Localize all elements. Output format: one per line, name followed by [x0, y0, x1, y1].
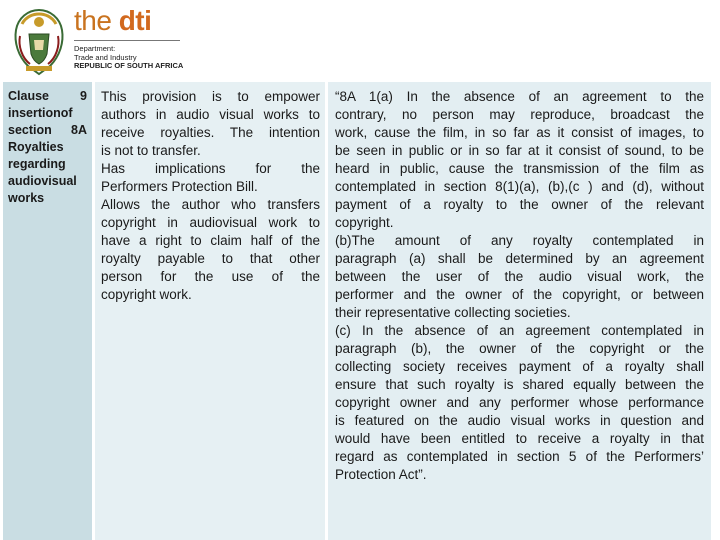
- dept-line-2: Trade and Industry: [74, 52, 137, 62]
- amendment-line: be seen in public or in so far at it consist of sound, to be: [335, 143, 704, 158]
- dept-line-3: REPUBLIC OF SOUTH AFRICA: [74, 61, 184, 70]
- commentary-text: [101, 88, 320, 304]
- amendment-line: regard as contemplated in section 5 of the Performers’: [335, 449, 704, 464]
- commentary-line: Has implications for the: [101, 161, 320, 176]
- amendment-line: payment of a royalty to the owner of the relevant: [335, 197, 704, 212]
- amendment-line: contrary, no person may reproduce, broadcast the: [335, 107, 704, 122]
- amendment-line: paragraph (b), the owner of the copyright or the: [335, 341, 704, 356]
- amendment-line: would have been entitled to receive a royalty in that: [335, 431, 704, 446]
- amendment-line: their representative collecting societies.: [335, 305, 571, 320]
- amendment-text-cell: [328, 82, 711, 540]
- header: [0, 0, 720, 82]
- amendment-line: paragraph (a) shall be determined by an agreement: [335, 251, 704, 266]
- commentary-line: Performers Protection Bill.: [101, 179, 258, 194]
- amendment-line: work, cause the film, in so far as it consist of images, to: [335, 125, 704, 140]
- amendment-line: ensure that such royalty is shared equally between the: [335, 377, 704, 392]
- brand-logo: [74, 4, 151, 38]
- commentary-line: person for the use of the: [101, 269, 320, 284]
- commentary-line: have a right to claim half of the: [101, 233, 320, 248]
- clause-table: [3, 82, 714, 540]
- amendment-text: [335, 88, 704, 484]
- amendment-line: performer and the owner of the copyright, or between: [335, 287, 704, 302]
- brand-name: dti: [118, 5, 152, 36]
- commentary-line: Allows the author who transfers: [101, 197, 320, 212]
- commentary-line: This provision is to empower: [101, 89, 320, 104]
- commentary-line: royalty payable to that other: [101, 251, 320, 266]
- amendment-line: “8A 1(a) In the absence of an agreement to the: [335, 89, 704, 104]
- amendment-line: contemplated in section 8(1)(a), (b),(c ) and (d), without: [335, 179, 704, 194]
- amendment-line: Protection Act”.: [335, 467, 427, 482]
- commentary-line: copyright work.: [101, 287, 192, 302]
- commentary-line: receive royalties. The intention: [101, 125, 320, 140]
- dept-line-1: Department:: [74, 44, 116, 53]
- coat-of-arms-icon: [10, 6, 68, 78]
- brand-divider: [74, 40, 180, 41]
- amendment-line: is featured on the audio visual works in question and: [335, 413, 704, 428]
- commentary-line: is not to transfer.: [101, 143, 201, 158]
- commentary-line: authors in audio visual works to: [101, 107, 320, 122]
- amendment-line: copyright.: [335, 215, 394, 230]
- amendment-line: (c) In the absence of an agreement contemplated in: [335, 323, 704, 338]
- clause-label: Clause 9 insertionof section 8A Royalties regarding audiovisual works: [8, 89, 87, 205]
- amendment-line: collecting society receives payment of a royalty shall: [335, 359, 704, 374]
- commentary-line: copyright in audiovisual work to: [101, 215, 320, 230]
- amendment-line: copyright owner and any performer whose performance: [335, 395, 704, 410]
- amendment-line: heard in public, cause the transmission of the film as: [335, 161, 704, 176]
- department-name: [74, 45, 183, 71]
- brand-prefix: the: [74, 5, 119, 36]
- amendment-line: (b)The amount of any royalty contemplated in: [335, 233, 704, 248]
- amendment-line: between the user of the audio visual work, the: [335, 269, 704, 284]
- clause-cell: [3, 82, 92, 540]
- commentary-cell: [95, 82, 325, 540]
